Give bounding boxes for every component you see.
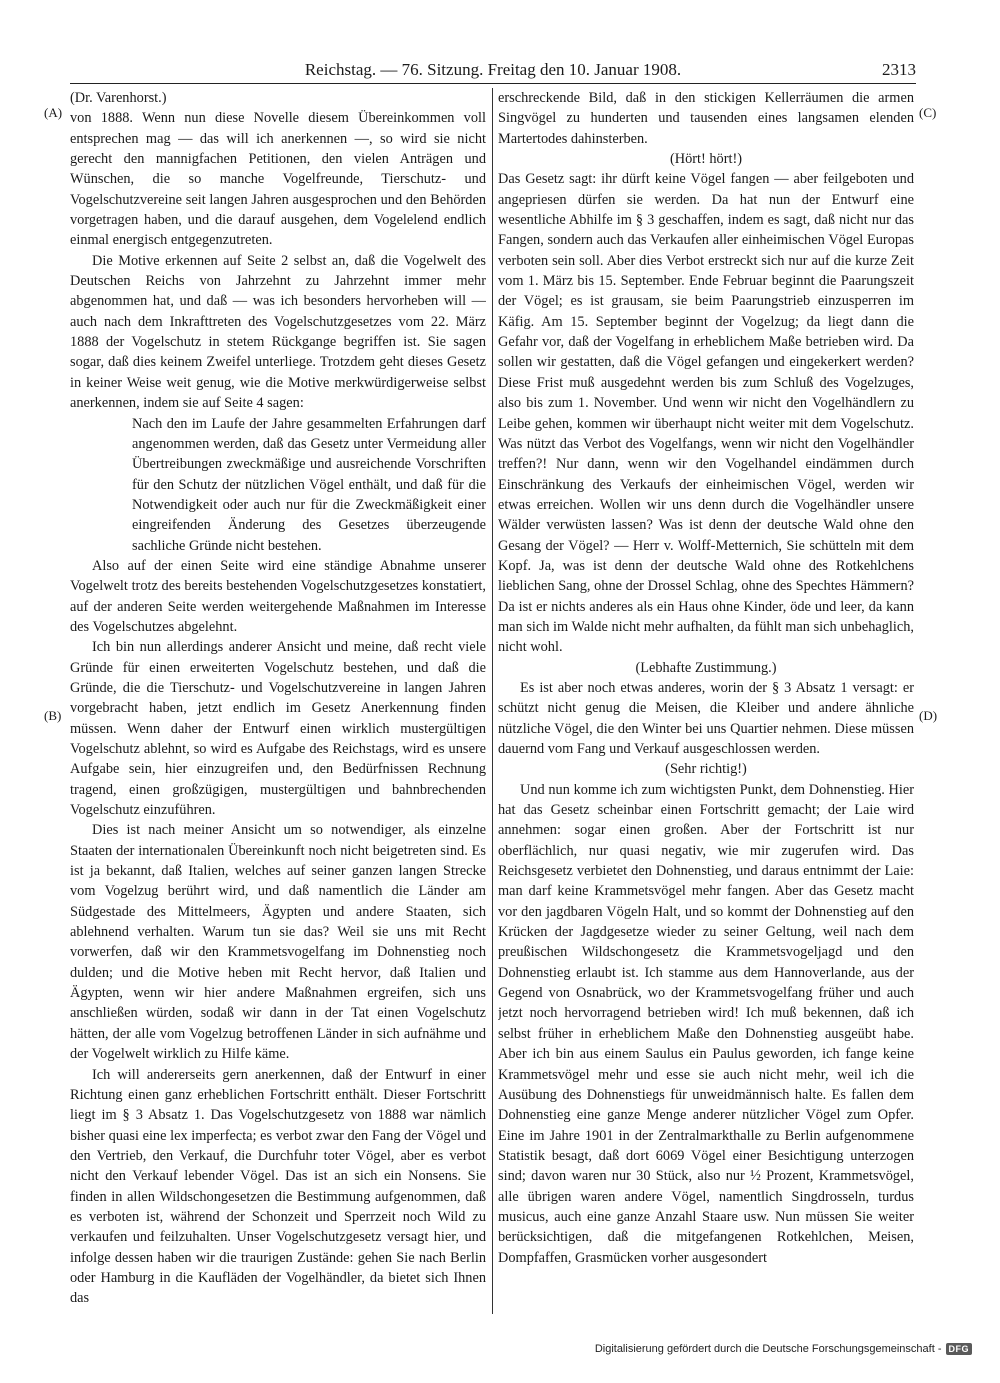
interjection: (Sehr richtig!) (665, 761, 747, 778)
page-number: 2313 (882, 60, 916, 79)
interjection: (Hört! hört!) (669, 151, 743, 168)
margin-marker-a: (A) (44, 105, 63, 120)
funding-footer (595, 1343, 972, 1355)
paragraph: Dies ist nach meiner Ansicht um so notwendiger, als einzelne Staaten der internationalen Übereinkunft noch nicht beigetreten sind. Es ist ja bekannt, daß Italien, welches auf seiner ganzen langen Strecke vom Vogelzug berührt wird, und daß namentlich die Länder am Südgestade des Mittelmeers, Ägypten und andere Staaten, sich ablehnend verhalten. Warum tun sie das? Weil sie uns mit Recht vorwerfen, daß wir den Krammetsvogelfang im Dohnenstieg noch dulden; und die Motive heben mit Recht hervor, daß Italien und Ägypten, wenn wir hier andere Maßnahmen ergreifen, sich uns anschließen würden, sodaß wir dann in der Tat einen Vogelschutz hätten, der alle vom Vogelzug betroffenen Länder in sich aufnähme und der Vogelwelt wirklich zu Hilfe käme. (70, 822, 486, 1063)
interjection: (Lebhafte Zustimmung.) (635, 659, 777, 676)
margin-marker-c: (C) (919, 105, 937, 120)
block-quote: Nach den im Laufe der Jahre gesammelten Erfahrungen darf angenommen werden, daß das Gesetz unter Vermeidung aller Übertreibungen zweckmäßige und ausreichende Vorschriften für den Schutz der nützlichen Vögel enthält, und daß für die Notwendigkeit oder auch nur für die Zweckmäßigkeit einer eingreifenden Änderung des Gesetzes überzeugende sachliche Gründe nicht bestehen. (132, 415, 486, 554)
paragraph: Und nun komme ich zum wichtigsten Punkt, dem Dohnenstieg. Hier hat das Gesetz scheinbar einen Fortschritt gemacht; der Laie wird annehmen: sogar einen großen. Aber der Fortschritt ist nur oberflächlich, nur quasi negativ, wie mir zugerufen wird. Das Reichsgesetz verbietet den Dohnenstieg, und daraus entnimmt der Laie: man darf keine Krammetsvögel mehr fangen. Aber das Gesetz macht vor den jagdbaren Vögeln Halt, und so kommt der Dohnenstieg auf den Krücken der Jagdgesetze wieder zu seiner Geltung, weil nach dem preußischen Wildschongesetz die Krammetsvogeljagd und den Dohnenstieg erlaubt ist. Ich stamme aus dem Hannoverlande, aus der Gegend von Osnabrück, wo der Krammetsvogelfang früher und auch jetzt noch hervorragend betrieben wird! Ich muß bekennen, daß ich selbst früher in erheblichem Maße den Dohnenstieg ausgeübt habe. Aber ich bin aus einem Saulus ein Paulus geworden, ich fange keine Krammetsvögel mehr und esse sie auch nicht mehr, weil ich die Ausübung des Dohnenstiegs für unweidmännisch halte. Es fallen dem Dohnenstieg eine ganze Menge anderer nützlicher Vögel zum Opfer. Eine im Jahre 1901 in der Zentralmarkthalle zu Berlin aufgenommene Statistik besagt, daß dort 6069 Vögel einer Besichtigung unterzogen sind; davon waren nur 30 Stück, also nur ½ Prozent, Krammetsvögel, alle übrigen waren andere Vögel, namentlich Singdrosseln, turdus musicus, auch eine ganze Anzahl Staare usw. Nun müssen Sie weiter berücksichtigen, daß die mitgefangenen Rotkehlchen, Meisen, Dompfaffen, Grasmücken vorher ausgesondert (498, 781, 914, 1266)
dfg-logo: DFG (946, 1343, 973, 1355)
paragraph: Also auf der einen Seite wird eine ständige Abnahme unserer Vogelwelt trotz des bereits bestehenden Vogelschutzgesetzes konstatiert, auf der anderen Seite werden weitergehende Maßnahmen im Interesse des Vogelschutzes abgelehnt. (70, 557, 486, 635)
paragraph: von 1888. Wenn nun diese Novelle diesem Übereinkommen voll entsprechen mag — das will ich anerkennen —, so wird sie nicht gerecht den mannigfachen Petitionen, den vielen Anträgen und Wünschen, die so manche Vogelfreunde, Tierschutz- und Vogelschutzvereine seit langen Jahren ausgesprochen und den Behörden vorgetragen haben, und die darauf ausgehen, dem Vogelelend endlich einmal energisch entgegenzutreten. (70, 110, 486, 249)
paragraph: Es ist aber noch etwas anderes, worin der § 3 Absatz 1 versagt: er schützt nicht genug die Meisen, die Kleiber und andere ähnliche nützliche Vögel, die den Winter bei uns Quartier nehmen. Diese müssen dauernd vom Fang und Verkauf ausgeschlossen werden. (498, 679, 914, 757)
header-rule (70, 83, 916, 84)
margin-marker-b: (B) (44, 708, 62, 723)
left-column (70, 88, 486, 1318)
paragraph: Ich will andererseits gern anerkennen, daß der Entwurf in einer Richtung einen ganz erheblichen Fortschritt enthält. Dieser Fortschritt liegt im § 3 Absatz 1. Das Vogelschutzgesetz von 1888 war nämlich bisher quasi eine lex imperfecta; es verbot zwar den Fang der Vögel und den Vertrieb, den Verkauf, die Durchfuhr toter Vögel, aber es verbot nicht den Verkauf lebender Vögel. Das ist an sich ein Nonsens. Sie finden in allen Wildschongesetzen die Bestimmung aufgenommen, daß es verboten ist, während der Schonzeit und Sperrzeit noch Wild zu verkaufen und feilzuhalten. Unser Vogelschutzgesetz versagt hier, und infolge dessen haben wir die traurigen Zustände: gehen Sie nach Berlin oder Hamburg in die Kaufläden der Vogelhändler, da bietet sich Ihnen das (70, 1066, 486, 1307)
speaker-label: (Dr. Varenhorst.) (70, 90, 167, 106)
funding-note: Digitalisierung gefördert durch die Deutsche Forschungsgemeinschaft - (594, 1343, 942, 1355)
margin-marker-d: (D) (919, 708, 938, 723)
paragraph: erschreckende Bild, daß in den stickigen Kellerräumen die armen Singvögel zu hunderten und tausenden eines langsamen elenden Martertodes dahinsterben. (498, 90, 914, 147)
running-title: Reichstag. — 76. Sitzung. Freitag den 10. Januar 1908. (304, 60, 682, 79)
right-column (498, 88, 914, 1318)
paragraph: Ich bin nun allerdings anderer Ansicht und meine, daß recht viele Gründe für einen erweiterten Vogelschutz bestehen, und daß die Gründe, die die Tierschutz- und Vogelschutzvereine in langen Jahren vorgebracht haben, jetzt endlich im Gesetz Anerkennung finden müssen. Wenn daher der Entwurf einen wirklich mustergültigen Vogelschutz ablehnt, so wird es Aufgabe des Reichstags, wird es unsere Aufgabe sein, hier einzugreifen und, den Bedürfnissen Rechnung tragend, einen großzügigen, mustergültigen und bahnbrechenden Vogelschutz einzuführen. (70, 639, 486, 819)
paragraph: Die Motive erkennen auf Seite 2 selbst an, daß die Vogelwelt des Deutschen Reichs von Jahrzehnt zu Jahrzehnt immer mehr abgenommen hat, und daß — was ich besonders hervorheben will — auch nach dem Inkrafttreten des Vogelschutzgesetzes vom 22. März 1888 der Vogelschutz in stetem Rückgange begriffen ist. Sie sagen sogar, daß dies keinem Zweifel unterliege. Trotzdem geht dieses Gesetz in keiner Weise weit genug, wie die Motive merkwürdigerweise selbst anerkennen, indem sie auf Seite 4 sagen: (70, 252, 486, 412)
paragraph: Das Gesetz sagt: ihr dürft keine Vögel fangen — aber feilgeboten und angepriesen dürfen sie werden. Da hat nun der Entwurf eine wesentliche Abhilfe im § 3 geschaffen, indem es sagt, daß nicht nur das Fangen, sondern auch das Verkaufen aller einheimischen Vögel Europas verboten sein soll. Aber dies Verbot erstreckt sich nur auf die kurze Zeit vom 1. März bis 15. September. Ende Februar beginnt die Paarungszeit der Vögel; es ist grausam, sie beim Paarungstrieb einzusperren im Käfig. Am 15. September beginnt der Vogelzug; da liegt dann die Gefahr vor, daß der Vogelfang in erheblichem Maße betrieben wird. Da sollen wir gestatten, daß die Vögel gefangen und eingekerkert werden? Diese Frist muß ausgedehnt werden bis zum Schluß des Vogelzuges, also bis zum 1. November. Und wenn wir nicht den Vogelhändlern zu Leibe gehen, kommen wir überhaupt nicht weiter mit dem Vogelschutz. Was nützt das Verbot des Vogelfangs, wenn wir nicht den Vogelhändler treffen?! Nur dann, wenn wir den Vogelhandel eindämmen durch Einschränkung des Verkaufs der einheimischen Vögel, werden wir etwas erreichen. Wollen wir uns denn durch die Vogelhändler unsere Wälder verwüsten lassen? Was ist denn der deutsche Wald ohne den Gesang der Vögel? — Herr v. Wolff-Metternich, Sie schütteln mit dem Kopf. Ja, was ist denn der deutsche Wald ohne des Rotkehlchens lieblichen Sang, ohne der Drossel Schlag, ohne des Spechtes Hämmern? Da ist er nichts anderes als ein Haus ohne Kinder, öde und leer, da kann man sich im Walde nicht mehr aufhalten, da fühlt man sich unbehaglich, nicht wohl. (498, 171, 914, 656)
column-divider (492, 88, 493, 1314)
page-header (70, 60, 916, 82)
